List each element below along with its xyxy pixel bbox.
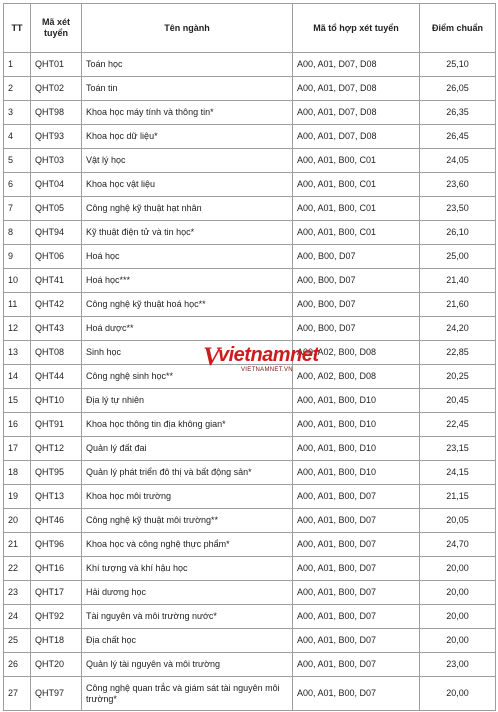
table-row bbox=[4, 173, 496, 197]
cell-major-name: Công nghệ kỹ thuật hoá học** bbox=[82, 293, 293, 317]
cell-code: QHT17 bbox=[31, 581, 82, 605]
cell-major-name: Toán tin bbox=[82, 77, 293, 101]
cell-major-name: Khoa học máy tính và thông tin* bbox=[82, 101, 293, 125]
cell-score: 26,10 bbox=[420, 221, 496, 245]
cell-score: 21,15 bbox=[420, 485, 496, 509]
cell-major-name: Kỹ thuật điện tử và tin học* bbox=[82, 221, 293, 245]
table-row bbox=[4, 509, 496, 533]
cell-code: QHT97 bbox=[31, 677, 82, 711]
cell-major-name: Hoá dược** bbox=[82, 317, 293, 341]
cell-score: 24,70 bbox=[420, 533, 496, 557]
table-row bbox=[4, 341, 496, 365]
cell-score: 25,10 bbox=[420, 53, 496, 77]
cell-major-name: Hoá học*** bbox=[82, 269, 293, 293]
watermark-logo-mark: V bbox=[203, 342, 221, 371]
cell-tt: 3 bbox=[4, 101, 31, 125]
cell-score: 23,15 bbox=[420, 437, 496, 461]
cell-major-name: Công nghệ sinh học** bbox=[82, 365, 293, 389]
cell-code: QHT41 bbox=[31, 269, 82, 293]
cell-tt: 9 bbox=[4, 245, 31, 269]
cell-score: 21,40 bbox=[420, 269, 496, 293]
cell-score: 20,00 bbox=[420, 677, 496, 711]
cell-tt: 7 bbox=[4, 197, 31, 221]
cell-code: QHT43 bbox=[31, 317, 82, 341]
cell-score: 23,50 bbox=[420, 197, 496, 221]
header-name: Tên ngành bbox=[82, 4, 293, 53]
cell-code: QHT20 bbox=[31, 653, 82, 677]
cell-score: 22,85 bbox=[420, 341, 496, 365]
cell-combination: A00, B00, D07 bbox=[293, 245, 420, 269]
watermark-logo-text: vietnamnet bbox=[218, 344, 319, 366]
table-row bbox=[4, 461, 496, 485]
cell-tt: 17 bbox=[4, 437, 31, 461]
table-row bbox=[4, 533, 496, 557]
cell-score: 22,45 bbox=[420, 413, 496, 437]
cell-code: QHT16 bbox=[31, 557, 82, 581]
table-row bbox=[4, 293, 496, 317]
table-row bbox=[4, 605, 496, 629]
cell-major-name: Khoa học dữ liệu* bbox=[82, 125, 293, 149]
cell-combination: A00, B00, D07 bbox=[293, 269, 420, 293]
cell-tt: 21 bbox=[4, 533, 31, 557]
admission-score-table bbox=[3, 3, 496, 711]
watermark-subtext: VIETNAMNET.VN bbox=[241, 367, 293, 373]
table-header-row bbox=[4, 4, 496, 53]
cell-combination: A00, A01, B00, C01 bbox=[293, 173, 420, 197]
cell-score: 20,00 bbox=[420, 605, 496, 629]
cell-combination: A00, A01, B00, D07 bbox=[293, 677, 420, 711]
cell-code: QHT12 bbox=[31, 437, 82, 461]
cell-combination: A00, B00, D07 bbox=[293, 317, 420, 341]
cell-score: 20,00 bbox=[420, 629, 496, 653]
cell-major-name: Địa chất học bbox=[82, 629, 293, 653]
cell-code: QHT06 bbox=[31, 245, 82, 269]
cell-major-name: Sinh học bbox=[82, 341, 293, 365]
cell-code: QHT02 bbox=[31, 77, 82, 101]
cell-score: 24,05 bbox=[420, 149, 496, 173]
cell-tt: 20 bbox=[4, 509, 31, 533]
cell-major-name: Công nghệ kỹ thuật hạt nhân bbox=[82, 197, 293, 221]
cell-combination: A00, A01, B00, D07 bbox=[293, 653, 420, 677]
table-row bbox=[4, 677, 496, 711]
table-row bbox=[4, 221, 496, 245]
table-row bbox=[4, 53, 496, 77]
table-row bbox=[4, 197, 496, 221]
table-row bbox=[4, 485, 496, 509]
cell-score: 20,00 bbox=[420, 581, 496, 605]
cell-code: QHT44 bbox=[31, 365, 82, 389]
cell-tt: 4 bbox=[4, 125, 31, 149]
cell-major-name: Khoa học vật liệu bbox=[82, 173, 293, 197]
table-row bbox=[4, 557, 496, 581]
cell-tt: 2 bbox=[4, 77, 31, 101]
cell-major-name: Tài nguyên và môi trường nước* bbox=[82, 605, 293, 629]
cell-combination: A00, A01, B00, D07 bbox=[293, 629, 420, 653]
cell-score: 26,35 bbox=[420, 101, 496, 125]
cell-major-name: Khoa học môi trường bbox=[82, 485, 293, 509]
table-body bbox=[4, 53, 496, 711]
cell-tt: 25 bbox=[4, 629, 31, 653]
cell-combination: A00, A02, B00, D08 bbox=[293, 341, 420, 365]
cell-code: QHT18 bbox=[31, 629, 82, 653]
cell-tt: 11 bbox=[4, 293, 31, 317]
cell-code: QHT04 bbox=[31, 173, 82, 197]
cell-combination: A00, A02, B00, D08 bbox=[293, 365, 420, 389]
cell-score: 26,05 bbox=[420, 77, 496, 101]
cell-major-name: Hải dương học bbox=[82, 581, 293, 605]
cell-tt: 27 bbox=[4, 677, 31, 711]
table-row bbox=[4, 77, 496, 101]
cell-major-name: Khí tượng và khí hậu học bbox=[82, 557, 293, 581]
cell-code: QHT95 bbox=[31, 461, 82, 485]
admission-score-table-container bbox=[3, 3, 495, 711]
cell-major-name: Quản lý phát triển đô thị và bất động sản* bbox=[82, 461, 293, 485]
cell-combination: A00, A01, D07, D08 bbox=[293, 101, 420, 125]
cell-tt: 1 bbox=[4, 53, 31, 77]
cell-code: QHT92 bbox=[31, 605, 82, 629]
cell-score: 23,60 bbox=[420, 173, 496, 197]
cell-code: QHT93 bbox=[31, 125, 82, 149]
cell-combination: A00, A01, B00, C01 bbox=[293, 221, 420, 245]
cell-score: 20,25 bbox=[420, 365, 496, 389]
cell-combination: A00, A01, D07, D08 bbox=[293, 125, 420, 149]
cell-code: QHT96 bbox=[31, 533, 82, 557]
cell-combination: A00, A01, B00, D10 bbox=[293, 413, 420, 437]
cell-combination: A00, A01, B00, D07 bbox=[293, 605, 420, 629]
cell-tt: 24 bbox=[4, 605, 31, 629]
cell-major-name: Quản lý đất đai bbox=[82, 437, 293, 461]
cell-tt: 15 bbox=[4, 389, 31, 413]
cell-combination: A00, A01, B00, C01 bbox=[293, 149, 420, 173]
table-row bbox=[4, 437, 496, 461]
cell-tt: 22 bbox=[4, 557, 31, 581]
cell-code: QHT42 bbox=[31, 293, 82, 317]
cell-combination: A00, A01, D07, D08 bbox=[293, 77, 420, 101]
cell-major-name: Địa lý tự nhiên bbox=[82, 389, 293, 413]
table-row bbox=[4, 629, 496, 653]
header-tt: TT bbox=[4, 4, 31, 53]
table-row bbox=[4, 653, 496, 677]
cell-major-name: Công nghệ kỹ thuật môi trường** bbox=[82, 509, 293, 533]
cell-tt: 14 bbox=[4, 365, 31, 389]
table-row bbox=[4, 581, 496, 605]
cell-code: QHT01 bbox=[31, 53, 82, 77]
cell-code: QHT03 bbox=[31, 149, 82, 173]
cell-tt: 8 bbox=[4, 221, 31, 245]
cell-tt: 10 bbox=[4, 269, 31, 293]
cell-score: 20,05 bbox=[420, 509, 496, 533]
cell-tt: 16 bbox=[4, 413, 31, 437]
table-row bbox=[4, 413, 496, 437]
cell-tt: 6 bbox=[4, 173, 31, 197]
cell-combination: A00, A01, B00, D07 bbox=[293, 581, 420, 605]
table-row bbox=[4, 149, 496, 173]
cell-major-name: Khoa học và công nghệ thực phẩm* bbox=[82, 533, 293, 557]
cell-combination: A00, A01, D07, D08 bbox=[293, 53, 420, 77]
cell-combination: A00, A01, B00, D07 bbox=[293, 509, 420, 533]
cell-major-name: Toán học bbox=[82, 53, 293, 77]
table-row bbox=[4, 269, 496, 293]
cell-code: QHT94 bbox=[31, 221, 82, 245]
table-row bbox=[4, 317, 496, 341]
table-row bbox=[4, 245, 496, 269]
cell-combination: A00, B00, D07 bbox=[293, 293, 420, 317]
table-row bbox=[4, 125, 496, 149]
cell-major-name: Vật lý học bbox=[82, 149, 293, 173]
cell-score: 26,45 bbox=[420, 125, 496, 149]
cell-code: QHT10 bbox=[31, 389, 82, 413]
cell-combination: A00, A01, B00, D07 bbox=[293, 485, 420, 509]
cell-combination: A00, A01, B00, D10 bbox=[293, 389, 420, 413]
cell-code: QHT91 bbox=[31, 413, 82, 437]
cell-combination: A00, A01, B00, C01 bbox=[293, 197, 420, 221]
cell-major-name: Quản lý tài nguyên và môi trường bbox=[82, 653, 293, 677]
cell-code: QHT98 bbox=[31, 101, 82, 125]
cell-score: 20,45 bbox=[420, 389, 496, 413]
cell-score: 23,00 bbox=[420, 653, 496, 677]
cell-tt: 18 bbox=[4, 461, 31, 485]
header-score: Điểm chuẩn bbox=[420, 4, 496, 53]
cell-tt: 13 bbox=[4, 341, 31, 365]
cell-code: QHT08 bbox=[31, 341, 82, 365]
cell-major-name: Khoa học thông tin địa không gian* bbox=[82, 413, 293, 437]
table-row bbox=[4, 101, 496, 125]
cell-combination: A00, A01, B00, D10 bbox=[293, 437, 420, 461]
cell-score: 25,00 bbox=[420, 245, 496, 269]
cell-major-name: Công nghệ quan trắc và giám sát tài nguyên môi trường* bbox=[82, 677, 293, 711]
cell-score: 21,60 bbox=[420, 293, 496, 317]
cell-combination: A00, A01, B00, D07 bbox=[293, 557, 420, 581]
cell-tt: 12 bbox=[4, 317, 31, 341]
cell-score: 24,20 bbox=[420, 317, 496, 341]
cell-code: QHT13 bbox=[31, 485, 82, 509]
cell-code: QHT46 bbox=[31, 509, 82, 533]
cell-score: 20,00 bbox=[420, 557, 496, 581]
header-combo: Mã tổ hợp xét tuyển bbox=[293, 4, 420, 53]
cell-combination: A00, A01, B00, D10 bbox=[293, 461, 420, 485]
cell-combination: A00, A01, B00, D07 bbox=[293, 533, 420, 557]
cell-tt: 5 bbox=[4, 149, 31, 173]
table-row bbox=[4, 389, 496, 413]
cell-code: QHT05 bbox=[31, 197, 82, 221]
cell-major-name: Hoá học bbox=[82, 245, 293, 269]
cell-tt: 26 bbox=[4, 653, 31, 677]
header-code: Mã xét tuyển bbox=[31, 4, 82, 53]
cell-tt: 23 bbox=[4, 581, 31, 605]
cell-tt: 19 bbox=[4, 485, 31, 509]
cell-score: 24,15 bbox=[420, 461, 496, 485]
table-row bbox=[4, 365, 496, 389]
